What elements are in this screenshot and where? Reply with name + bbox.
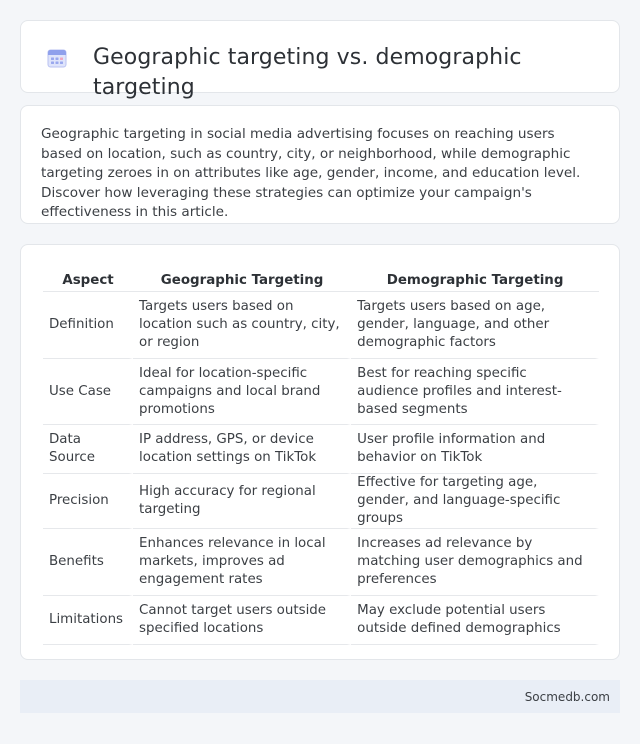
row-aspect-cell: Limitations bbox=[43, 596, 133, 645]
demographic-cell: User profile information and behavior on TikTok bbox=[351, 425, 599, 474]
geographic-cell: Cannot target users outside specified locations bbox=[133, 596, 351, 645]
calendar-icon bbox=[47, 48, 67, 68]
table-row bbox=[43, 529, 599, 596]
table-header-row bbox=[43, 265, 599, 292]
row-aspect-cell: Use Case bbox=[43, 359, 133, 425]
intro-card bbox=[20, 105, 620, 224]
table-row bbox=[43, 359, 599, 425]
table-row bbox=[43, 292, 599, 359]
geographic-cell: Ideal for location-specific campaigns and local brand promotions bbox=[133, 359, 351, 425]
geographic-cell: High accuracy for regional targeting bbox=[133, 474, 351, 529]
page-title: Geographic targeting vs. demographic targeting bbox=[93, 45, 522, 100]
demographic-cell: May exclude potential users outside defined demographics bbox=[351, 596, 599, 645]
column-header-geographic: Geographic Targeting bbox=[133, 265, 351, 292]
demographic-cell: Best for reaching specific audience profiles and interest-based segments bbox=[351, 359, 599, 425]
comparison-table bbox=[43, 265, 599, 645]
table-row bbox=[43, 474, 599, 529]
comparison-table-card bbox=[20, 244, 620, 660]
table-row bbox=[43, 596, 599, 645]
column-header-aspect: Aspect bbox=[43, 265, 133, 292]
title-card bbox=[20, 20, 620, 100]
row-aspect-cell: Precision bbox=[43, 474, 133, 529]
demographic-cell: Targets users based on age, gender, language, and other demographic factors bbox=[351, 292, 599, 359]
geographic-cell: Targets users based on location such as country, city, or region bbox=[133, 292, 351, 359]
row-aspect-cell: Definition bbox=[43, 292, 133, 359]
geographic-cell: Enhances relevance in local markets, improves ad engagement rates bbox=[133, 529, 351, 596]
column-header-demographic: Demographic Targeting bbox=[351, 265, 599, 292]
footer bbox=[20, 680, 620, 713]
intro-paragraph: Geographic targeting in social media advertising focuses on reaching users based on location, such as country, city, or neighborhood, while demographic targeting zeroes in on attributes like age, gender, income, and education level. Discover how leveraging these strategies can optimize your campaign's effectiveness in this article. bbox=[41, 126, 581, 220]
table-row bbox=[43, 425, 599, 474]
geographic-cell: IP address, GPS, or device location settings on TikTok bbox=[133, 425, 351, 474]
row-aspect-cell: Data Source bbox=[43, 425, 133, 474]
demographic-cell: Effective for targeting age, gender, and language-specific groups bbox=[351, 474, 599, 529]
demographic-cell: Increases ad relevance by matching user demographics and preferences bbox=[351, 529, 599, 596]
footer-site-name: Socmedb.com bbox=[524, 689, 610, 704]
row-aspect-cell: Benefits bbox=[43, 529, 133, 596]
